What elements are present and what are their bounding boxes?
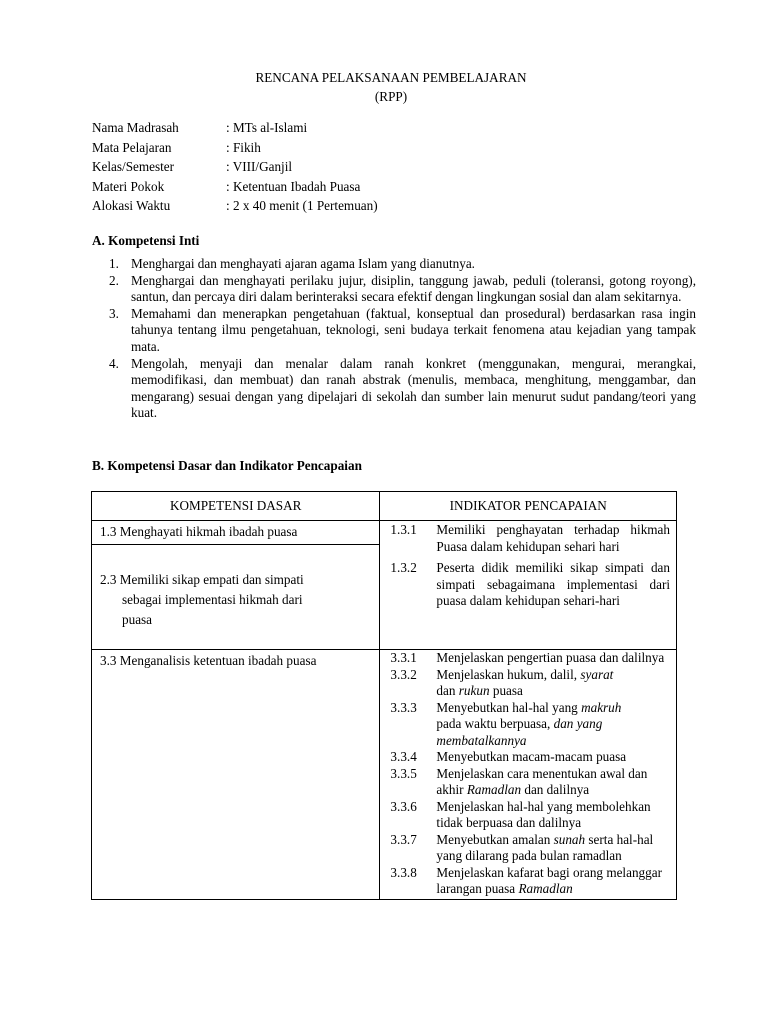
list-item bbox=[109, 356, 696, 422]
list-number: 4. bbox=[109, 355, 119, 371]
kd-2-3-line: 2.3 Memiliki sikap empati dan simpati bbox=[100, 572, 304, 587]
list-item bbox=[109, 273, 696, 306]
table-header-row bbox=[92, 492, 677, 521]
list-text: Menghargai dan menghayati perilaku jujur, disiplin, tanggung jawab, peduli (toleransi, gotong royong), santun, dan percaya diri dalam berinteraksi secara efektif dengan lingkungan sosial dan alam sekitarnya. bbox=[131, 272, 696, 305]
list-text: Menghargai dan menghayati ajaran agama Islam yang dianutnya. bbox=[131, 256, 475, 271]
indicator-italic: Ramadlan bbox=[518, 881, 573, 896]
indicator-italic: dan yang membatalkannya bbox=[436, 716, 603, 748]
indicator-code: 3.3.2 bbox=[390, 666, 417, 682]
indicator-italic: makruh bbox=[581, 699, 622, 715]
indicator-text: dan dalilnya bbox=[521, 782, 590, 797]
kd-3-3: 3.3 Menganalisis ketentuan ibadah puasa bbox=[100, 653, 317, 668]
indicator-code: 1.3.2 bbox=[390, 560, 417, 575]
competence-table bbox=[91, 491, 677, 900]
indicator-cell-cognitive bbox=[380, 650, 677, 900]
table-row bbox=[92, 650, 677, 900]
kd-cell-cognitive bbox=[92, 650, 380, 900]
indicator-3-3-6 bbox=[380, 799, 676, 832]
indicator-text: pada waktu berpuasa, bbox=[436, 716, 554, 731]
indicator-3-3-3 bbox=[380, 700, 676, 750]
title-line-2: (RPP) bbox=[374, 89, 408, 104]
section-b-heading: B. Kompetensi Dasar dan Indikator Pencapaian bbox=[92, 458, 362, 473]
indicator-code: 3.3.4 bbox=[390, 749, 417, 764]
core-competence-list bbox=[109, 256, 696, 422]
indicator-code: 3.3.3 bbox=[390, 699, 417, 715]
indicator-text: Menjelaskan hukum, dalil, bbox=[436, 666, 581, 682]
indicator-code: 1.3.1 bbox=[390, 522, 417, 537]
indicator-1-3-1 bbox=[380, 522, 676, 555]
indicator-3-3-5 bbox=[380, 766, 676, 799]
header-indikator: INDIKATOR PENCAPAIAN bbox=[380, 492, 677, 521]
info-value: : VIII/Ganjil bbox=[226, 159, 293, 174]
indicator-code: 3.3.1 bbox=[390, 650, 417, 665]
list-number: 2. bbox=[109, 272, 119, 288]
indicator-text: Memiliki penghayatan terhadap hikmah Puasa dalam kehidupan sehari hari bbox=[436, 522, 670, 554]
info-value: : Fikih bbox=[226, 139, 261, 155]
indicator-code: 3.3.6 bbox=[390, 798, 417, 814]
header-kompetensi-dasar: KOMPETENSI DASAR bbox=[92, 492, 380, 521]
indicator-code: 3.3.7 bbox=[390, 831, 417, 847]
indicator-code: 3.3.5 bbox=[390, 765, 417, 781]
kd-1-3: 1.3 Menghayati hikmah ibadah puasa bbox=[92, 521, 379, 545]
indicator-text: Peserta didik memiliki sikap simpati dan simpati sebagaimana implementasi dari puasa dalam kehidupan sehari-hari bbox=[436, 560, 670, 608]
kd-2-3 bbox=[100, 570, 332, 630]
list-text: Memahami dan menerapkan pengetahuan (faktual, konseptual dan prosedural) berdasarkan rasa ingin tahunya tentang ilmu pengetahuan, teknologi, seni budaya terkait fenomena atau kejadian yang tampak mata. bbox=[131, 305, 696, 354]
info-label: Kelas/Semester bbox=[92, 159, 175, 174]
info-value: : Ketentuan Ibadah Puasa bbox=[226, 178, 361, 194]
list-number: 1. bbox=[109, 256, 119, 271]
info-label: Alokasi Waktu bbox=[92, 198, 171, 213]
indicator-3-3-4 bbox=[380, 749, 676, 766]
indicator-text: serta hal-hal yang dilarang pada bulan ramadlan bbox=[436, 831, 654, 863]
indicator-3-3-1 bbox=[380, 650, 676, 667]
indicator-code: 3.3.8 bbox=[390, 864, 417, 880]
indicator-3-3-8 bbox=[380, 865, 676, 898]
indicator-italic: Ramadlan bbox=[466, 782, 522, 797]
info-label: Nama Madrasah bbox=[92, 120, 179, 135]
indicator-text: Menjelaskan pengertian puasa dan dalilnya bbox=[436, 650, 665, 665]
indicator-text: puasa bbox=[489, 683, 523, 698]
info-label: Mata Pelajaran bbox=[92, 139, 172, 155]
list-text: Mengolah, menyaji dan menalar dalam ranah konkret (menggunakan, mengurai, merangkai, memodifikasi, dan membuat) dan ranah abstrak (menulis, membaca, menghitung, menggambar, dan mengarang) sesuai dengan yang dipelajari di sekolah dan sumber lain menurut sudut pandang/teori yang kuat. bbox=[131, 355, 696, 421]
list-number: 3. bbox=[109, 305, 119, 321]
info-label: Materi Pokok bbox=[92, 178, 165, 194]
indicator-1-3-2 bbox=[380, 560, 676, 610]
kd-2-3-cont: sebagai implementasi hikmah dari puasa bbox=[122, 592, 303, 627]
list-item bbox=[109, 306, 696, 356]
table-row bbox=[92, 521, 677, 650]
indicator-3-3-7 bbox=[380, 832, 676, 865]
title-line-1: RENCANA PELAKSANAAN PEMBELAJARAN bbox=[255, 70, 527, 85]
indicator-text: Menjelaskan hal-hal yang membolehkan tidak berpuasa dan dalilnya bbox=[436, 798, 651, 830]
kd-cell-affective bbox=[92, 521, 380, 650]
document-title bbox=[0, 68, 768, 106]
indicator-italic: sunah bbox=[553, 831, 586, 847]
indicator-text: Menjelaskan kafarat bagi orang melanggar larangan puasa bbox=[436, 864, 662, 896]
indicator-3-3-2 bbox=[380, 667, 676, 700]
indicator-cell-affective bbox=[380, 521, 677, 650]
list-item bbox=[109, 256, 696, 273]
section-a-heading: A. Kompetensi Inti bbox=[92, 233, 200, 248]
info-value: : MTs al-Islami bbox=[226, 120, 308, 135]
indicator-text: Menyebutkan hal-hal yang bbox=[436, 699, 582, 715]
info-value: : 2 x 40 menit (1 Pertemuan) bbox=[226, 198, 378, 213]
indicator-text: Menyebutkan macam-macam puasa bbox=[436, 749, 627, 764]
indicator-italic: syarat bbox=[580, 666, 614, 682]
indicator-text: Menyebutkan amalan bbox=[436, 831, 554, 847]
indicator-text: dan bbox=[436, 683, 459, 698]
indicator-italic: rukun bbox=[458, 683, 490, 698]
indicator-text: Menjelaskan cara menentukan awal dan akhir bbox=[436, 765, 648, 797]
